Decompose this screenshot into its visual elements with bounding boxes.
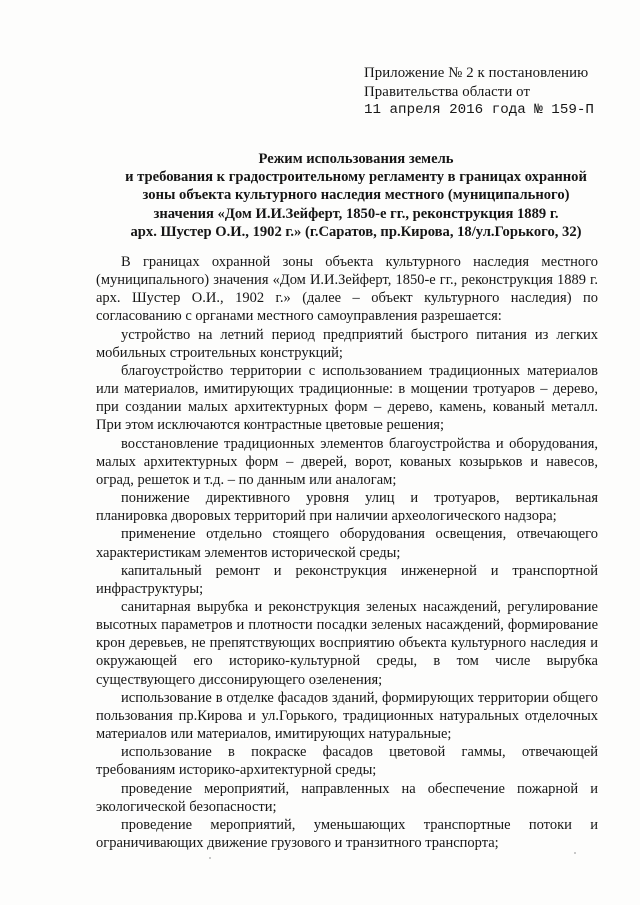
list-item: применение отдельно стоящего оборудования освещения, отвечающего характеристикам элементов исторической среды; <box>96 526 598 561</box>
list-item: благоустройство территории с использованием традиционных материалов или материалов, имитирующих традиционные: в мощении тротуаров – дерево, при создании малых архитектурных форм – дерево, камень, кованый металл. При этом исключаются контрастные цветовые решения; <box>96 362 598 434</box>
list-item: использование в отделке фасадов зданий, формирующих территории общего пользования пр.Кирова и ул.Горького, традиционных натуральных отделочных материалов или материалов, имитирующих натуральные; <box>96 689 598 743</box>
list-item: восстановление традиционных элементов благоустройства и оборудования, малых архитектурных форм – дверей, ворот, кованых козырьков и навесов, оград, решеток и т.д. – по данным или аналогам; <box>96 435 598 488</box>
list-item: проведение мероприятий, уменьшающих транспортные потоки и ограничивающих движение грузового и транзитного транспорта; <box>96 816 598 851</box>
appendix-line-1: Приложение № 2 к постановлению <box>364 65 589 81</box>
appendix-line-2: Правительства области от <box>364 83 531 100</box>
list-item: проведение мероприятий, направленных на обеспечение пожарной и экологической безопасности; <box>96 780 598 815</box>
document-title <box>96 150 616 241</box>
title-line: Режим использования земель <box>258 151 454 167</box>
scan-speck <box>574 852 576 854</box>
title-line: значения «Дом И.И.Зейферт, 1850-е гг., реконструкция 1889 г. <box>153 205 559 222</box>
list-item: использование в покраске фасадов цветовой гаммы, отвечающей требованиям историко-архитектурной среды; <box>96 744 598 779</box>
list-item: устройство на летний период предприятий быстрого питания из легких мобильных строительных конструкций; <box>96 326 598 361</box>
appendix-header <box>364 64 594 120</box>
title-line: и требования к градостроительному регламенту в границах охранной <box>125 169 587 186</box>
title-line: зоны объекта культурного наследия местного (муниципального) <box>142 187 570 204</box>
list-item: понижение директивного уровня улиц и тротуаров, вертикальная планировка дворовых территорий при наличии археологического надзора; <box>96 490 598 525</box>
document-body <box>96 253 598 852</box>
title-line: арх. Шустер О.И., 1902 г.» (г.Саратов, пр.Кирова, 18/ул.Горького, 32) <box>130 223 582 240</box>
intro-paragraph: В границах охранной зоны объекта культурного наследия местного (муниципального) значения «Дом И.И.Зейферт, 1850-е гг., реконструкция 1889 г. арх. Шустер О.И., 1902 г.» (далее – объект культурного наследия) по согласованию с органами местного самоуправления разрешается: <box>96 254 598 325</box>
list-item: капитальный ремонт и реконструкция инженерной и транспортной инфраструктуры; <box>96 562 598 597</box>
list-item: санитарная вырубка и реконструкция зеленых насаждений, регулирование высотных параметров и плотности посадки зеленых насаждений, формирование крон деревьев, не препятствующих восприятию объекта культурного наследия и окружающей его историко-культурной среды, в том числе вырубка существующего диссонирующего озеленения; <box>96 598 598 688</box>
appendix-line-3: 11 апреля 2016 года № 159-П <box>364 102 594 118</box>
scan-speck <box>209 857 211 859</box>
